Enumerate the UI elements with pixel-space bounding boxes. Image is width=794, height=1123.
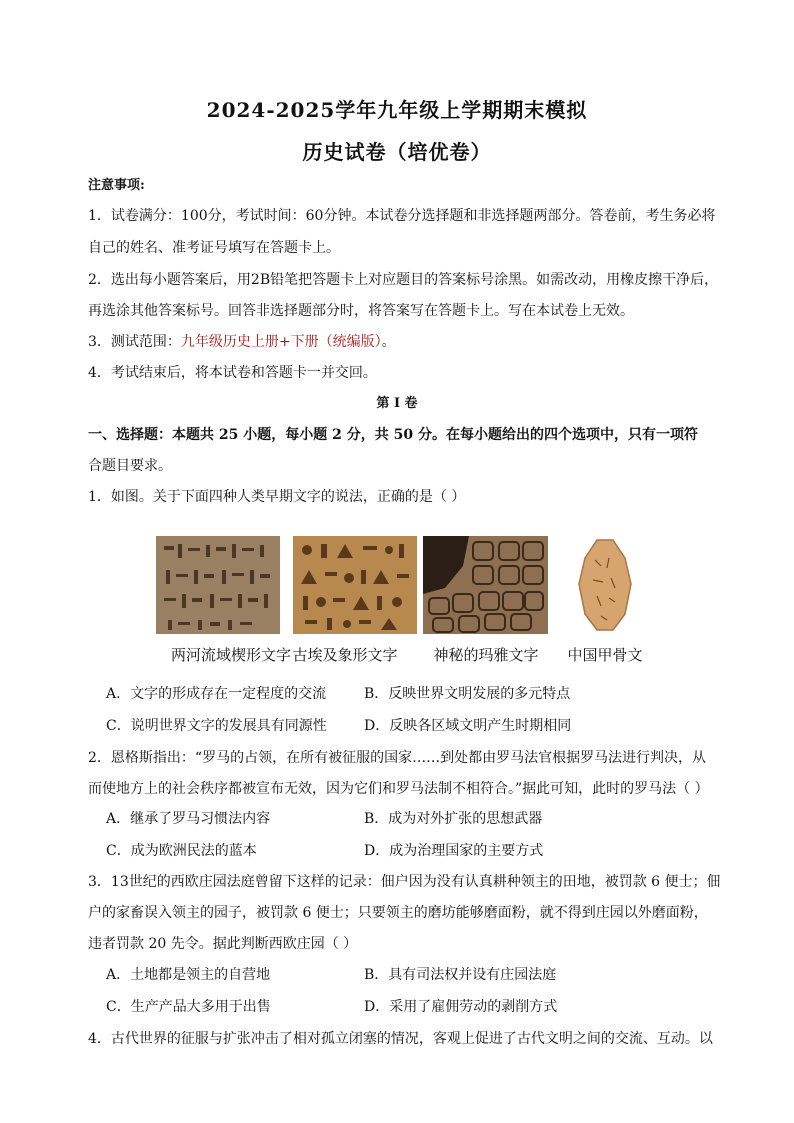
q3-option-a: A．土地都是领主的自营地: [106, 967, 271, 983]
q3-option-d: D．采用了雇佣劳动的剥削方式: [364, 999, 558, 1015]
oracle-bone-image: [575, 536, 635, 634]
q2-option-b: B．成为对外扩张的思想武器: [364, 811, 543, 827]
notice-item4: 4．考试结束后，将本试卷和答题卡一并交回。: [88, 365, 377, 381]
q3-line2: 户的家畜误入领主的园子，被罚款 6 便士；只要领主的磨坊能够磨面粉，就不得到庄园以外磨面粉，: [88, 905, 708, 921]
q1-option-c: C．说明世界文字的发展具有同源性: [106, 718, 327, 734]
q2-line2: 而使地方上的社会秩序都被宣布无效，因为它们和罗马法制不相符合。”据此可知，此时的罗马法（ ）: [88, 781, 709, 797]
caption-cuneiform: 两河流域楔形文字: [170, 646, 291, 664]
q1-option-a: A．文字的形成存在一定程度的交流: [106, 686, 327, 702]
test-range: 九年级历史上册+下册（统编版）: [180, 334, 382, 350]
q4-line1: 4．古代世界的征服与扩张冲击了相对孤立闭塞的情况，客观上促进了古代文明之间的交流、互动。以: [88, 1031, 713, 1047]
notice-item1-line2: 自己的姓名、准考证号填写在答题卡上。: [88, 240, 340, 256]
q1-stem: 1．如图。关于下面四种人类早期文字的说法，正确的是（ ）: [88, 489, 466, 505]
hieroglyph-image: [293, 536, 417, 634]
q3-line3: 违者罚款 20 先令。据此判断西欧庄园（ ）: [88, 936, 358, 952]
exam-title-line2: 历史试卷（培优卷）: [302, 140, 492, 164]
notice-item1-line1: 1．试卷满分：100分，考试时间：60分钟。本试卷分选择题和非选择题两部分。答卷前，考生务必将: [88, 208, 716, 224]
caption-maya: 神秘的玛雅文字: [433, 646, 539, 664]
q3-option-b: B．具有司法权并设有庄园法庭: [364, 967, 557, 983]
q2-option-d: D．成为治理国家的主要方式: [364, 843, 544, 859]
q2-option-c: C．成为欧洲民法的蓝本: [106, 843, 257, 859]
q3-option-c: C．生产产品大多用于出售: [106, 999, 271, 1015]
q1-option-b: B．反映世界文明发展的多元特点: [364, 686, 571, 702]
notice-item3-prefix: 3．测试范围：: [88, 334, 181, 350]
q2-option-a: A．继承了罗马习惯法内容: [106, 811, 271, 827]
exam-title-line1: 2024-2025学年九年级上学期期末模拟: [206, 98, 588, 122]
notice-item2-line2: 再选涂其他答案标号。回答非选择题部分时，将答案写在答题卡上。写在本试卷上无效。: [88, 303, 634, 319]
section-label: 第 I 卷: [376, 396, 418, 411]
section-intro-line2: 合题目要求。: [88, 458, 172, 474]
cuneiform-image: [156, 536, 280, 634]
caption-oracle-bone: 中国甲骨文: [567, 646, 643, 664]
maya-glyph-image: [423, 536, 548, 634]
notice-item3-suffix: 。: [381, 334, 396, 350]
section-intro-line1: 一、选择题：本题共 25 小题，每小题 2 分，共 50 分。在每小题给出的四个选项中，只有一项符: [88, 427, 698, 443]
q3-line1: 3．13世纪的西欧庄园法庭曾留下这样的记录：佃户因为没有认真耕种领主的田地，被罚款 6 便士；佃: [88, 874, 721, 890]
notice-item3: [88, 332, 718, 352]
q2-line1: 2．恩格斯指出：“罗马的占领，在所有被征服的国家……到处都由罗马法官根据罗马法进行判决，从: [88, 750, 707, 766]
notice-heading: 注意事项:: [88, 178, 145, 193]
notice-item2-line1: 2．选出每小题答案后，用2B铅笔把答题卡上对应题目的答案标号涂黑。如需改动，用橡皮擦干净后，: [88, 272, 719, 288]
caption-hieroglyph: 古埃及象形文字: [292, 646, 398, 664]
q1-option-d: D．反映各区域文明产生时期相同: [364, 718, 572, 734]
